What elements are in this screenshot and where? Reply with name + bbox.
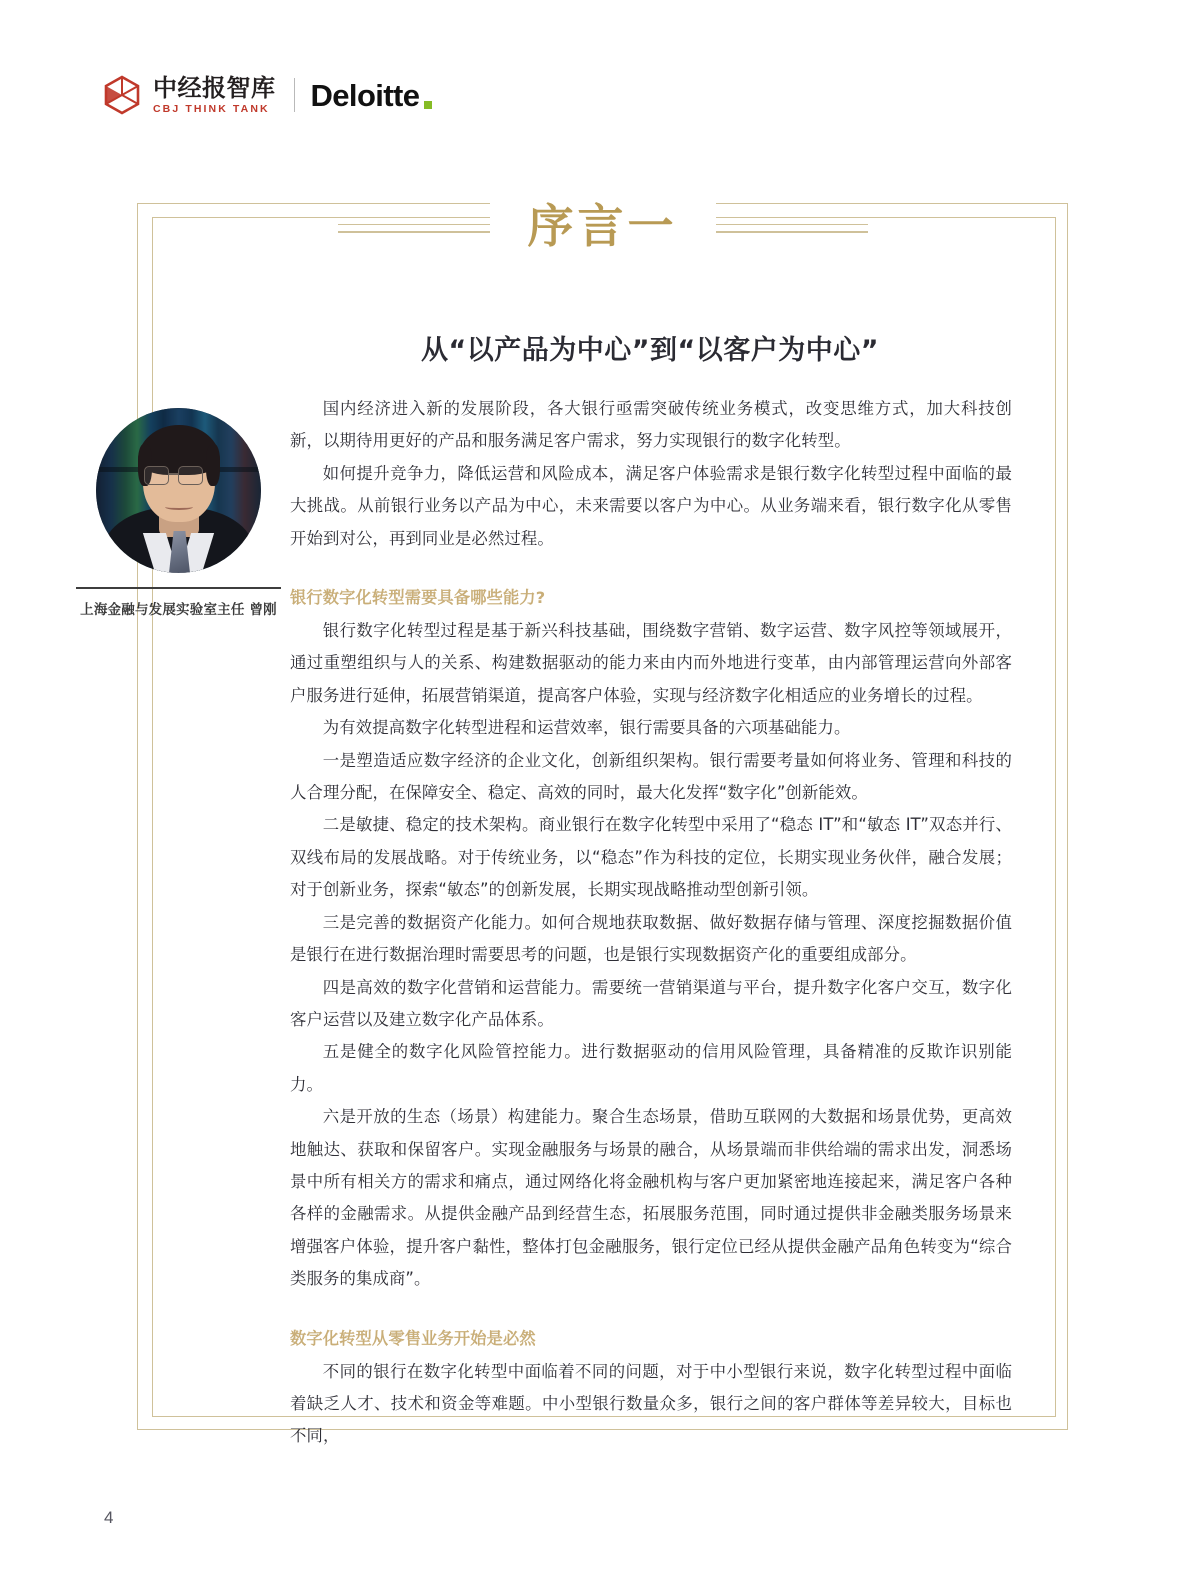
header-logo-bar	[100, 68, 432, 122]
paragraph: 国内经济进入新的发展阶段，各大银行亟需突破传统业务模式，改变思维方式，加大科技创新，以期待用更好的产品和服务满足客户需求，努力实现银行的数字化转型。	[290, 399, 1012, 451]
title-rule-right	[716, 224, 868, 233]
cbj-logo-english-name: CBJ THINK TANK	[153, 102, 270, 115]
paragraph: 四是高效的数字化营销和运营能力。需要统一营销渠道与平台，提升数字化客户交互，数字化客户运营以及建立数字化产品体系。	[290, 977, 1012, 1029]
paragraph: 不同的银行在数字化转型中面临着不同的问题，对于中小型银行来说，数字化转型过程中面临着缺乏人才、技术和资金等难题。中小型银行数量众多，银行之间的客户群体等差异较大，目标也不同，	[290, 1361, 1012, 1446]
portrait-glasses-left-lens	[144, 466, 169, 485]
page-number: 4	[104, 1508, 114, 1527]
article-subtitle: 从“以产品为中心”到“以客户为中心”	[421, 335, 879, 366]
paragraph: 为有效提高数字化转型进程和运营效率，银行需要具备的六项基础能力。	[322, 718, 851, 738]
paragraph: 六是开放的生态（场景）构建能力。聚合生态场景，借助互联网的大数据和场景优势，更高效地触达、获取和保留客户。实现金融服务与场景的融合，从场景端而非供给端的需求出发，洞悉场景中所有相关方的需求和痛点，通过网络化将金融机构与客户更加紧密地连接起来，满足客户各种各样的金融需求。从提供金融产品到经营生态，拓展服务范围，同时通过提供非金融类服务场景来增强客户体验，提升客户黏性，整体打包金融服务，银行定位已经从提供金融产品角色转变为“综合类服务的集成商”。	[290, 1107, 1012, 1289]
page-title: 序言一	[490, 196, 716, 260]
section-heading: 数字化转型从零售业务开始是必然	[290, 1328, 536, 1348]
author-divider	[76, 587, 281, 589]
portrait-mouth	[165, 504, 193, 510]
title-rule-left	[338, 224, 490, 233]
paragraph: 银行数字化转型过程是基于新兴科技基础，围绕数字营销、数字运营、数字风控等领域展开，通过重塑组织与人的关系、构建数据驱动的能力来由内而外地进行变革，由内部管理运营向外部客户服务进行延伸，拓展营销渠道，提高客户体验，实现与经济数字化相适应的业务增长的过程。	[290, 621, 1012, 705]
author-caption: 上海金融与发展实验室主任 曾刚	[80, 601, 277, 618]
author-block	[76, 408, 281, 618]
deloitte-wordmark: Deloitte	[310, 77, 420, 113]
article-body	[290, 393, 1012, 1453]
paragraph: 五是健全的数字化风险管控能力。进行数据驱动的信用风险管理，具备精准的反欺诈识别能力。	[290, 1042, 1012, 1094]
portrait-glasses-bridge	[169, 473, 178, 475]
portrait-hair-right	[206, 444, 220, 486]
deloitte-logo	[310, 77, 433, 113]
portrait-glasses-right-lens	[178, 466, 203, 485]
logo-divider	[294, 78, 295, 112]
paragraph: 如何提升竞争力，降低运营和风险成本，满足客户体验需求是银行数字化转型过程中面临的最大挑战。从前银行业务以产品为中心，未来需要以客户为中心。从业务端来看，银行数字化从零售开始到对公，再到同业是必然过程。	[290, 463, 1012, 548]
paragraph: 二是敏捷、稳定的技术架构。商业银行在数字化转型中采用了“稳态 IT”和“敏态 IT”双态并行、双线布局的发展战略。对于传统业务，以“稳态”作为科技的定位，长期实现业务伙伴，融合发展；对于创新业务，探索“敏态”的创新发展，长期实现战略推动型创新引领。	[290, 815, 1012, 900]
page-title-band	[137, 196, 1068, 260]
paragraph: 三是完善的数据资产化能力。如何合规地获取数据、做好数据存储与管理、深度挖掘数据价值是银行在进行数据治理时需要思考的问题，也是银行实现数据资产化的重要组成部分。	[290, 912, 1012, 965]
author-portrait	[96, 408, 261, 573]
cbj-think-tank-logo	[100, 73, 276, 117]
cbj-cube-icon	[100, 73, 144, 117]
deloitte-green-dot-icon	[424, 101, 432, 109]
section-heading: 银行数字化转型需要具备哪些能力?	[290, 588, 546, 608]
cbj-logo-chinese-name: 中经报智库	[153, 73, 276, 102]
paragraph: 一是塑造适应数字经济的企业文化，创新组织架构。银行需要考量如何将业务、管理和科技的人合理分配，在保障安全、稳定、高效的同时，最大化发挥“数字化”创新能效。	[290, 750, 1012, 803]
